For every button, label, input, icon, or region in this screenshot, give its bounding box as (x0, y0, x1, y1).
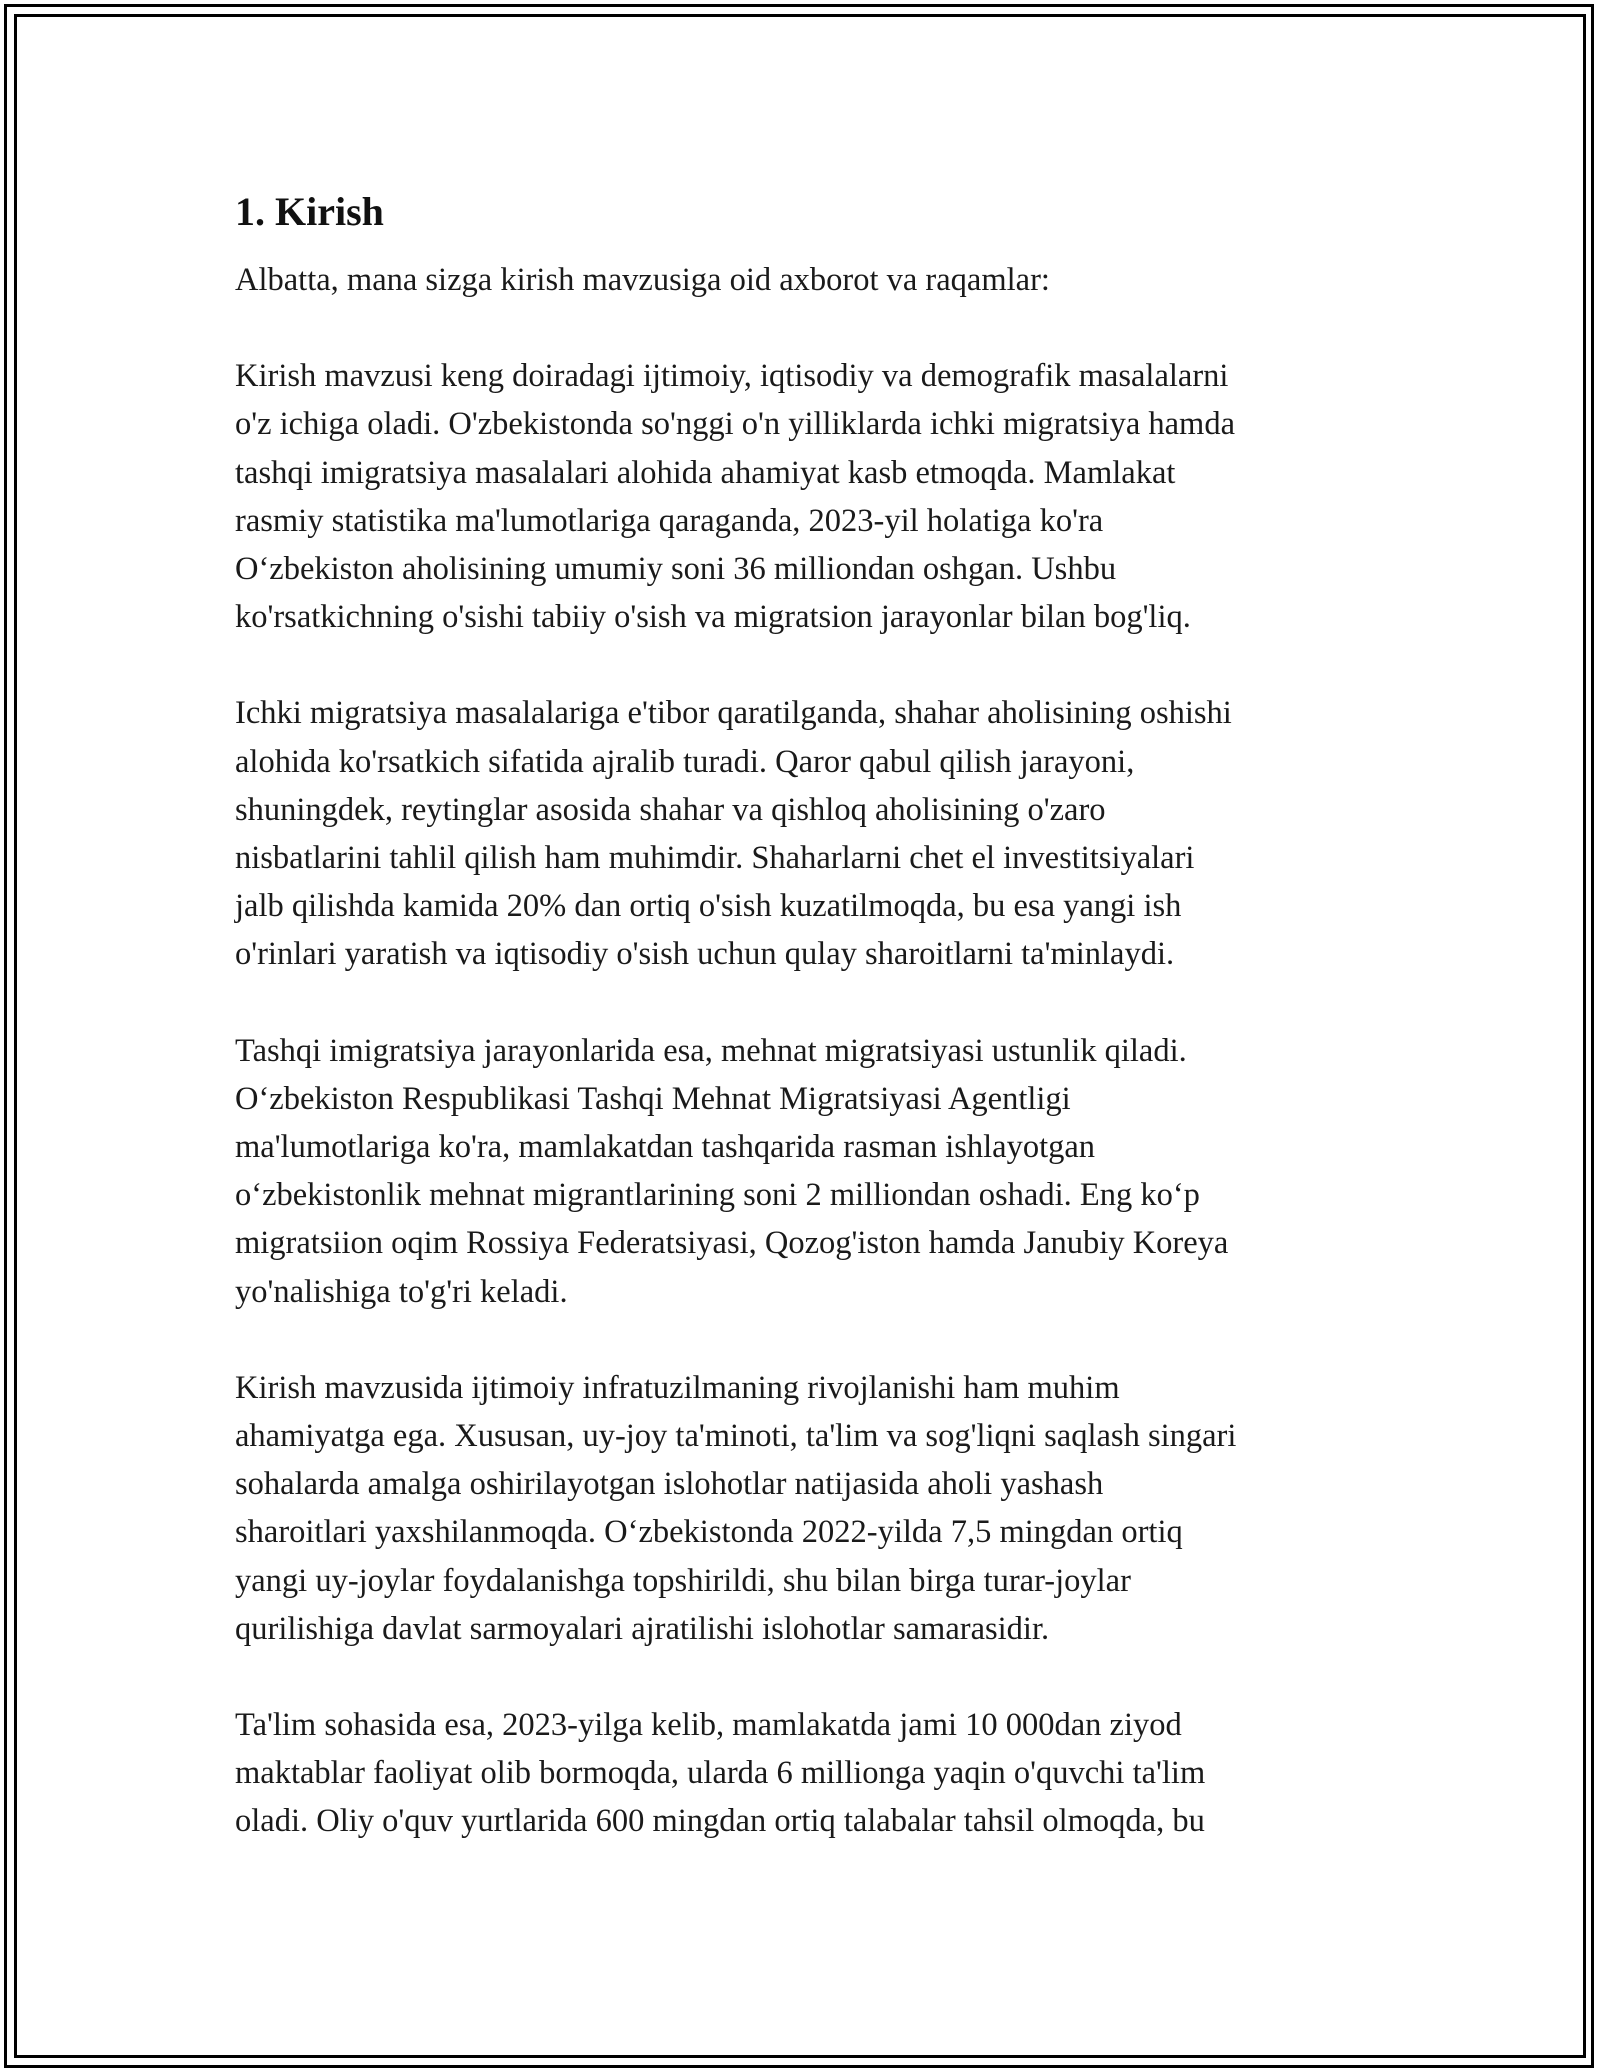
text-line: O‘zbekiston Respublikasi Tashqi Mehnat Migratsiyasi Agentligi (235, 1080, 1071, 1117)
paragraph (235, 689, 1375, 978)
text-line: migratsiion oqim Rossiya Federatsiyasi, Qozog'iston hamda Janubiy Koreya (235, 1225, 1229, 1262)
paragraph (235, 1701, 1375, 1846)
text-line: tashqi imigratsiya masalalari alohida ahamiyat kasb etmoqda. Mamlakat (235, 454, 1176, 491)
text-line: o'rinlari yaratish va iqtisodiy o'sish uchun qulay sharoitlarni ta'minlaydi. (235, 936, 1175, 973)
text-line: rasmiy statistika ma'lumotlariga qaraganda, 2023-yil holatiga ko'ra (235, 502, 1104, 539)
text-line: sharoitlari yaxshilanmoqda. O‘zbekistonda 2022-yilda 7,5 mingdan ortiq (235, 1514, 1183, 1551)
paragraph (235, 256, 1375, 304)
text-line: ahamiyatga ega. Xususan, uy-joy ta'minoti, ta'lim va sog'liqni saqlash singari (235, 1418, 1237, 1455)
text-line: shuningdek, reytinglar asosida shahar va qishloq aholisining o'zaro (235, 791, 1106, 828)
text-line: o‘zbekistonlik mehnat migrantlarining soni 2 milliondan oshadi. Eng ko‘p (235, 1177, 1200, 1214)
text-line: o'z ichiga oladi. O'zbekistonda so'nggi o'n yilliklarda ichki migratsiya hamda (235, 406, 1235, 443)
text-line: yo'nalishiga to'g'ri keladi. (235, 1273, 568, 1310)
text-line: Kirish mavzusi keng doiradagi ijtimoiy, iqtisodiy va demografik masalalarni (235, 358, 1229, 395)
text-line: Ichki migratsiya masalalariga e'tibor qaratilganda, shahar aholisining oshishi (235, 695, 1232, 732)
document-body (235, 188, 1375, 1894)
text-line: ma'lumotlariga ko'ra, mamlakatdan tashqarida rasman ishlayotgan (235, 1129, 1096, 1166)
text-line: ko'rsatkichning o'sishi tabiiy o'sish va migratsion jarayonlar bilan bog'liq. (235, 599, 1191, 636)
paragraph-list (235, 256, 1375, 1846)
text-line: Ta'lim sohasida esa, 2023-yilga kelib, mamlakatda jami 10 000dan ziyod (235, 1707, 1182, 1744)
paragraph (235, 1027, 1375, 1316)
text-line: Albatta, mana sizga kirish mavzusiga oid axborot va raqamlar: (235, 262, 1050, 298)
text-line: nisbatlarini tahlil qilish ham muhimdir. Shaharlarni chet el investitsiyalari (235, 840, 1195, 877)
text-line: Tashqi imigratsiya jarayonlarida esa, mehnat migratsiyasi ustunlik qiladi. (235, 1032, 1187, 1069)
paragraph (235, 352, 1375, 641)
text-line: oladi. Oliy o'quv yurtlarida 600 mingdan ortiq talabalar tahsil olmoqda, bu (235, 1803, 1205, 1840)
text-line: alohida ko'rsatkich sifatida ajralib turadi. Qaror qabul qilish jarayoni, (235, 743, 1135, 780)
text-line: qurilishiga davlat sarmoyalari ajratilishi islohotlar samarasidir. (235, 1610, 1050, 1647)
text-line: O‘zbekiston aholisining umumiy soni 36 milliondan oshgan. Ushbu (235, 551, 1117, 588)
text-line: maktablar faoliyat olib bormoqda, ularda 6 millionga yaqin o'quvchi ta'lim (235, 1755, 1206, 1792)
text-line: yangi uy-joylar foydalanishga topshirildi, shu bilan birga turar-joylar (235, 1562, 1131, 1599)
paragraph (235, 1364, 1375, 1653)
text-line: Kirish mavzusida ijtimoiy infratuzilmaning rivojlanishi ham muhim (235, 1369, 1120, 1406)
text-line: jalb qilishda kamida 20% dan ortiq o'sish kuzatilmoqda, bu esa yangi ish (235, 888, 1182, 925)
text-line: sohalarda amalga oshirilayotgan islohotlar natijasida aholi yashash (235, 1466, 1104, 1503)
section-heading: 1. Kirish (235, 189, 384, 234)
